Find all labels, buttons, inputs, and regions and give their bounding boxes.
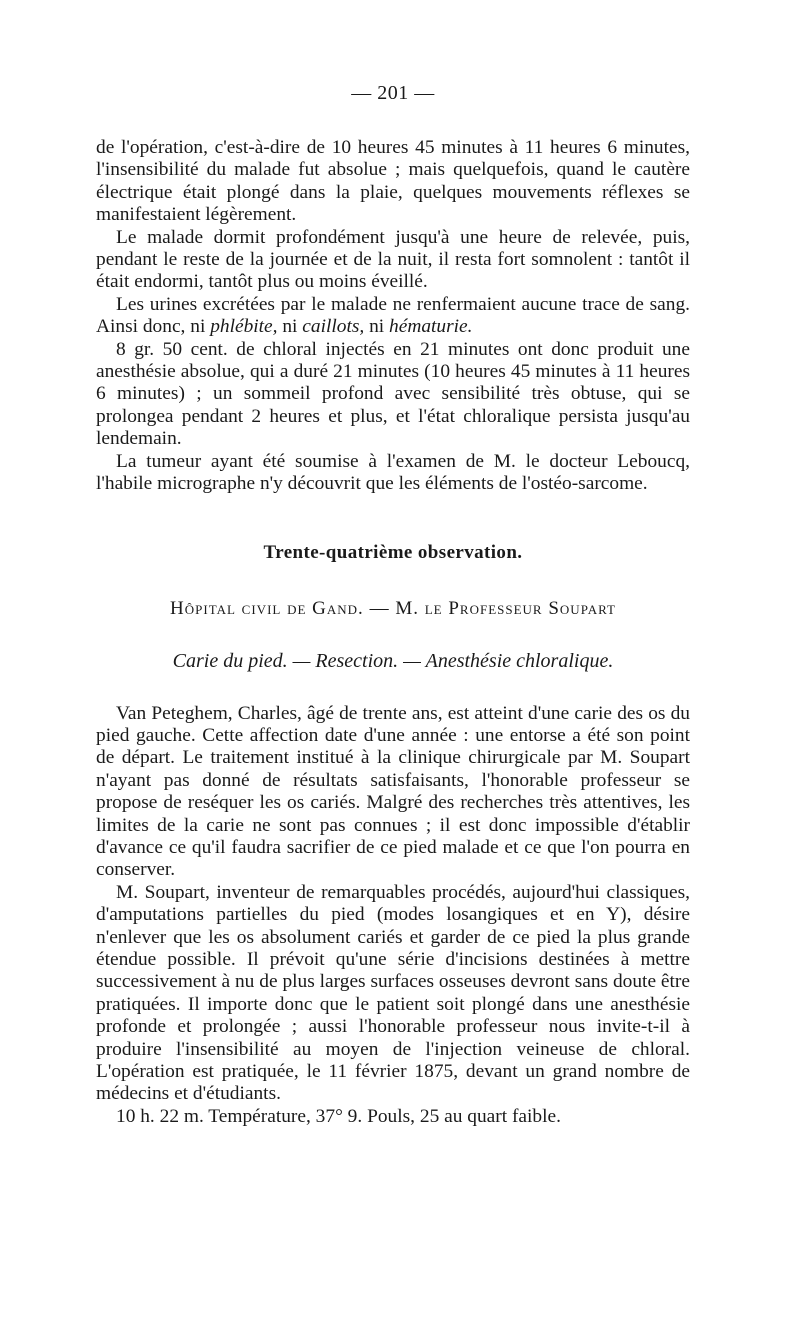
case-paragraph-2: M. Soupart, inventeur de remarquables procédés, aujourd'hui classiques, d'amputations partielles du pied (modes losangiques et en Y), désire n'enlever que les os absolument cariés et garder de ce pied la plus grande étendue possible. Il prévoit qu'une série d'incisions destinées à mettre successivement à nu de plus larges surfaces osseuses devront sans doute être pratiquées. Il importe donc que le patient soit plongé dans une anesthésie profonde et prolongée ; aussi l'honorable professeur nous invite-t-il à produire l'insensibilité au moyen de l'injection veineuse de chloral. L'opération est pratiquée, le 11 février 1875, devant un grand nombre de médecins et d'étudiants. (96, 881, 690, 1105)
case-paragraph-3: 10 h. 22 m. Température, 37° 9. Pouls, 25 au quart faible. (116, 1105, 561, 1127)
urines-connector-2: ni (364, 316, 390, 338)
case-title: Carie du pied. — Resection. — Anesthésie chloralique. (172, 649, 614, 672)
professor-name: M. le Professeur Soupart (395, 597, 616, 619)
hospital-line (96, 598, 690, 620)
phlebite-term: phlébite, (210, 316, 278, 338)
tumeur-paragraph: La tumeur ayant été soumise à l'examen de M. le docteur Leboucq, l'habile micrographe n'y découvrit que les éléments de l'ostéo-sarcome. (96, 450, 690, 495)
case-paragraph-1: Van Peteghem, Charles, âgé de trente ans, est atteint d'une carie des os du pied gauche. Cette affection date d'une année : une entorse a été son point de départ. Le traitement institué à la clinique chirurgicale par M. Soupart n'ayant pas donné de résultats satisfaisants, l'honorable professeur se propose de reséquer les os cariés. Malgré des recherches très attentives, les limites de la carie ne sont pas connues ; il est donc impossible d'établir d'avance ce qu'il faudra sacrifier de ce pied malade et ce que l'on pourra en conserver. (96, 702, 690, 881)
urines-text: Les urines excrétées par le malade ne renfermaient aucune trace de sang. Ainsi donc, ni (96, 293, 690, 338)
document-page (96, 82, 690, 1128)
caillots-term: caillots, (302, 316, 365, 338)
urines-connector-1: ni (277, 316, 303, 338)
hospital-name: Hôpital civil de Gand. (170, 597, 364, 619)
section-title: Trente-quatrième observation. (263, 541, 523, 563)
hematurie-term: hématurie. (389, 316, 473, 338)
intro-paragraph-1: de l'opération, c'est-à-dire de 10 heures 45 minutes à 11 heures 6 minutes, l'insensibilité du malade fut absolue ; mais quelquefois, quand le cautère électrique était plongé dans la plaie, quelques mouvements réflexes se manifestaient légèrement. (96, 137, 690, 226)
hospital-separator: — (363, 597, 396, 619)
intro-paragraph-2: Le malade dormit profondément jusqu'à une heure de relevée, puis, pendant le reste de la journée et de la nuit, il resta fort somnolent : tantôt il était endormi, tantôt plus ou moins éveillé. (96, 226, 690, 293)
chloral-paragraph: 8 gr. 50 cent. de chloral injectés en 21 minutes ont donc produit une anesthésie absolue, qui a duré 21 minutes (10 heures 45 minutes à 11 heures 6 minutes) ; un sommeil profond avec sensibilité très obtuse, qui se prolongea pendant 2 heures et plus, et l'état chloralique persista jusqu'au lendemain. (96, 338, 690, 450)
page-number: — 201 — (351, 82, 435, 104)
urines-paragraph (96, 294, 690, 339)
